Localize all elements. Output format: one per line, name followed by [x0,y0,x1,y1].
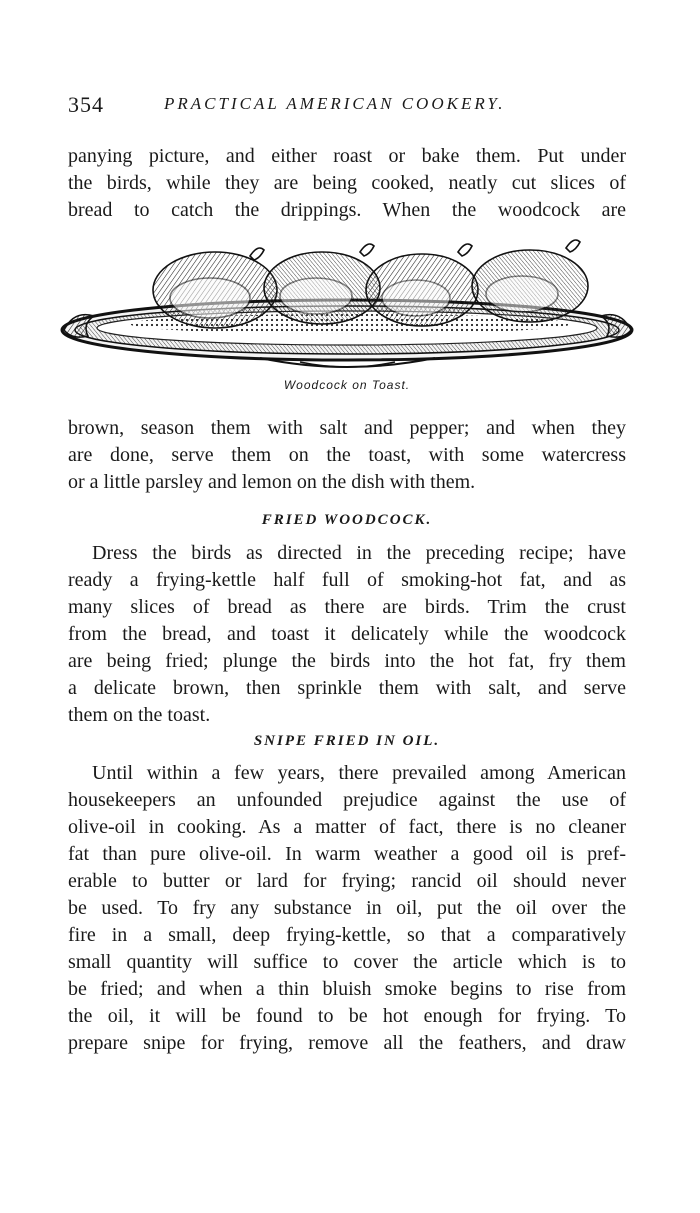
text-line: bread to catch the drippings. When the woodcock are [68,199,626,221]
text-line: are being fried; plunge the birds into the hot fat, fry them [68,650,626,672]
paragraph-after-figure [68,415,626,496]
page-number: 354 [68,92,104,117]
text-line: fat than pure olive-oil. In warm weather a good oil is pref- [68,843,626,865]
recipe-fried-woodcock [68,540,626,729]
text-line: fire in a small, deep frying-kettle, so that a comparatively [68,924,626,946]
text-line: the birds, while they are being cooked, neatly cut slices of [68,172,626,194]
text-line: from the bread, and toast it delicately while the woodcock [68,623,626,645]
text-line: them on the toast. [68,704,211,726]
text-line: a delicate brown, then sprinkle them with salt, and serve [68,677,626,699]
recipe-heading-fried-woodcock: FRIED WOODCOCK. [261,512,433,528]
text-line: or a little parsley and lemon on the dish with them. [68,471,476,493]
text-line: housekeepers an unfounded prejudice against the use of [68,789,626,811]
recipe-snipe-fried-in-oil [68,760,626,1057]
text-line: Until within a few years, there prevailed among American [92,762,626,784]
running-head [68,92,628,122]
text-line: panying picture, and either roast or bake them. Put under [68,145,626,167]
text-line: the oil, it will be found to be hot enough for frying. To [68,1005,626,1027]
text-line: ready a frying-kettle half full of smoking-hot fat, and as [68,569,626,591]
text-line: Dress the birds as directed in the preceding recipe; have [92,542,626,564]
text-line: are done, serve them on the toast, with some watercress [68,444,626,466]
text-line: be fried; and when a thin bluish smoke begins to rise from [68,978,626,1000]
text-line: many slices of bread as there are birds. Trim the crust [68,596,626,618]
text-line: small quantity will suffice to cover the article which is to [68,951,626,973]
recipe-heading-snipe-fried-in-oil: SNIPE FRIED IN OIL. [253,733,441,749]
text-line: brown, season them with salt and pepper; and when they [68,417,626,439]
text-line: olive-oil in cooking. As a matter of fact, there is no cleaner [68,816,626,838]
running-title: PRACTICAL AMERICAN COOKERY. [164,94,506,113]
paragraph-continued [68,143,626,224]
woodcock-on-toast-illustration [60,238,635,378]
text-line: prepare snipe for frying, remove all the feathers, and draw [68,1032,626,1054]
text-line: erable to butter or lard for frying; rancid oil should never [68,870,626,892]
text-line: be used. To fry any substance in oil, put the oil over the [68,897,626,919]
figure-caption: Woodcock on Toast. [283,378,411,392]
